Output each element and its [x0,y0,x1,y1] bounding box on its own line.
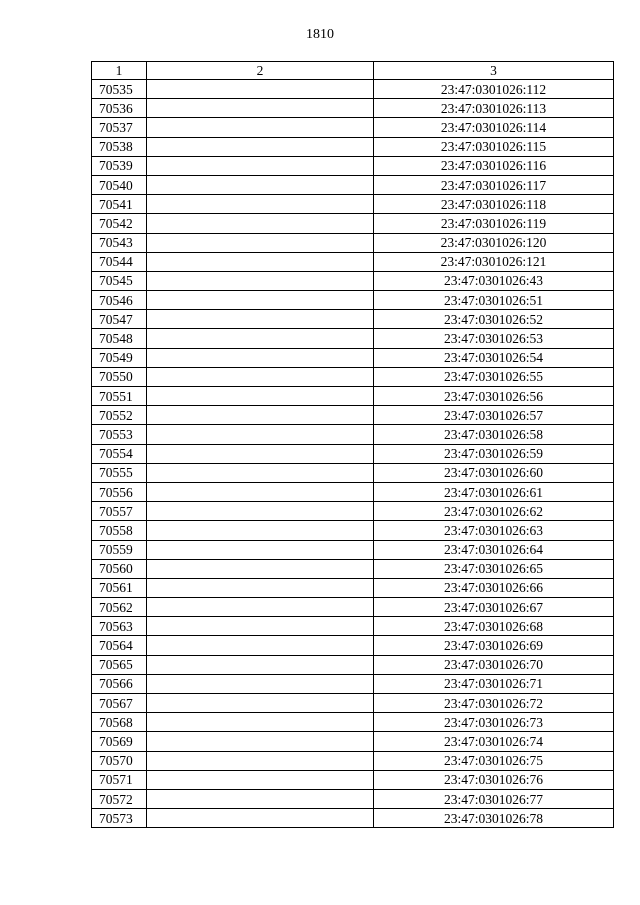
cell-description [147,406,374,425]
cell-cadastral-number: 23:47:0301026:121 [374,252,614,271]
cell-record-number: 70570 [92,751,147,770]
cell-cadastral-number: 23:47:0301026:55 [374,367,614,386]
cell-record-number: 70558 [92,521,147,540]
cell-record-number: 70573 [92,809,147,828]
table-row [92,789,614,808]
cell-record-number: 70548 [92,329,147,348]
table-row [92,329,614,348]
cell-record-number: 70560 [92,559,147,578]
table-row [92,118,614,137]
cell-record-number: 70557 [92,502,147,521]
cell-description [147,502,374,521]
table-row [92,636,614,655]
table-row [92,617,614,636]
cell-record-number: 70555 [92,463,147,482]
table-body [92,80,614,828]
cell-cadastral-number: 23:47:0301026:61 [374,482,614,501]
cell-description [147,271,374,290]
cell-record-number: 70550 [92,367,147,386]
cell-description [147,540,374,559]
cell-record-number: 70562 [92,598,147,617]
table-row [92,694,614,713]
cell-cadastral-number: 23:47:0301026:60 [374,463,614,482]
cell-cadastral-number: 23:47:0301026:71 [374,674,614,693]
cell-description [147,367,374,386]
cell-description [147,732,374,751]
table-row [92,175,614,194]
cell-description [147,233,374,252]
table-row [92,559,614,578]
table-row [92,348,614,367]
cell-description [147,463,374,482]
cell-description [147,521,374,540]
cell-cadastral-number: 23:47:0301026:73 [374,713,614,732]
cell-cadastral-number: 23:47:0301026:52 [374,310,614,329]
cell-description [147,809,374,828]
cell-description [147,694,374,713]
table-row [92,310,614,329]
table-row [92,252,614,271]
cell-description [147,175,374,194]
cell-cadastral-number: 23:47:0301026:69 [374,636,614,655]
table-row [92,809,614,828]
column-header-2: 2 [147,62,374,80]
table-row [92,80,614,99]
table-row [92,751,614,770]
cell-record-number: 70542 [92,214,147,233]
cell-record-number: 70559 [92,540,147,559]
cell-description [147,387,374,406]
column-header-3: 3 [374,62,614,80]
cell-record-number: 70535 [92,80,147,99]
cell-record-number: 70543 [92,233,147,252]
cell-cadastral-number: 23:47:0301026:114 [374,118,614,137]
page-number: 1810 [306,27,334,42]
cell-cadastral-number: 23:47:0301026:53 [374,329,614,348]
table-row [92,521,614,540]
cell-cadastral-number: 23:47:0301026:70 [374,655,614,674]
cell-record-number: 70551 [92,387,147,406]
cell-description [147,156,374,175]
cell-cadastral-number: 23:47:0301026:64 [374,540,614,559]
table-row [92,444,614,463]
cell-cadastral-number: 23:47:0301026:43 [374,271,614,290]
cell-description [147,425,374,444]
table-row [92,578,614,597]
cell-cadastral-number: 23:47:0301026:115 [374,137,614,156]
cell-record-number: 70538 [92,137,147,156]
cell-description [147,751,374,770]
cell-record-number: 70547 [92,310,147,329]
cell-description [147,770,374,789]
cell-record-number: 70546 [92,291,147,310]
cell-record-number: 70552 [92,406,147,425]
cell-cadastral-number: 23:47:0301026:74 [374,732,614,751]
cell-cadastral-number: 23:47:0301026:59 [374,444,614,463]
cell-record-number: 70545 [92,271,147,290]
cell-cadastral-number: 23:47:0301026:54 [374,348,614,367]
cell-description [147,482,374,501]
cell-cadastral-number: 23:47:0301026:66 [374,578,614,597]
cell-record-number: 70537 [92,118,147,137]
cell-record-number: 70556 [92,482,147,501]
cell-description [147,118,374,137]
column-header-1: 1 [92,62,147,80]
cell-cadastral-number: 23:47:0301026:67 [374,598,614,617]
table-row [92,156,614,175]
table-row [92,482,614,501]
table-row [92,406,614,425]
table-row [92,463,614,482]
cell-cadastral-number: 23:47:0301026:57 [374,406,614,425]
cell-description [147,348,374,367]
cell-record-number: 70566 [92,674,147,693]
cell-cadastral-number: 23:47:0301026:118 [374,195,614,214]
cell-record-number: 70565 [92,655,147,674]
cell-description [147,329,374,348]
table-row [92,214,614,233]
cell-cadastral-number: 23:47:0301026:119 [374,214,614,233]
table-row [92,674,614,693]
table-row [92,425,614,444]
cell-cadastral-number: 23:47:0301026:51 [374,291,614,310]
table-row [92,732,614,751]
cell-cadastral-number: 23:47:0301026:117 [374,175,614,194]
cell-cadastral-number: 23:47:0301026:68 [374,617,614,636]
cell-cadastral-number: 23:47:0301026:62 [374,502,614,521]
cell-cadastral-number: 23:47:0301026:113 [374,99,614,118]
cell-description [147,789,374,808]
table-row [92,271,614,290]
cell-description [147,195,374,214]
cell-description [147,291,374,310]
cell-cadastral-number: 23:47:0301026:72 [374,694,614,713]
cell-record-number: 70564 [92,636,147,655]
table-row [92,540,614,559]
cell-cadastral-number: 23:47:0301026:65 [374,559,614,578]
cell-record-number: 70549 [92,348,147,367]
cell-cadastral-number: 23:47:0301026:56 [374,387,614,406]
cell-record-number: 70540 [92,175,147,194]
cell-cadastral-number: 23:47:0301026:78 [374,809,614,828]
table-row [92,387,614,406]
cell-record-number: 70572 [92,789,147,808]
cell-record-number: 70571 [92,770,147,789]
table-row [92,99,614,118]
cell-record-number: 70553 [92,425,147,444]
table-row [92,291,614,310]
cell-description [147,713,374,732]
table-row [92,195,614,214]
table-row [92,233,614,252]
cell-record-number: 70541 [92,195,147,214]
cell-description [147,636,374,655]
cell-record-number: 70568 [92,713,147,732]
cell-cadastral-number: 23:47:0301026:75 [374,751,614,770]
cell-description [147,310,374,329]
cell-record-number: 70567 [92,694,147,713]
table-row [92,137,614,156]
cell-description [147,214,374,233]
cell-cadastral-number: 23:47:0301026:58 [374,425,614,444]
cell-record-number: 70563 [92,617,147,636]
cell-record-number: 70539 [92,156,147,175]
cell-record-number: 70561 [92,578,147,597]
cell-description [147,598,374,617]
table-row [92,367,614,386]
cell-description [147,137,374,156]
cell-record-number: 70569 [92,732,147,751]
registry-table [91,61,614,828]
cell-record-number: 70536 [92,99,147,118]
table-row [92,770,614,789]
cell-cadastral-number: 23:47:0301026:76 [374,770,614,789]
table-row [92,713,614,732]
cell-description [147,674,374,693]
cell-cadastral-number: 23:47:0301026:116 [374,156,614,175]
cell-description [147,655,374,674]
table-header-row [92,62,614,80]
table-row [92,502,614,521]
cell-description [147,559,374,578]
cell-record-number: 70554 [92,444,147,463]
cell-cadastral-number: 23:47:0301026:120 [374,233,614,252]
cell-description [147,252,374,271]
table-row [92,655,614,674]
cell-description [147,617,374,636]
cell-record-number: 70544 [92,252,147,271]
cell-description [147,578,374,597]
cell-cadastral-number: 23:47:0301026:77 [374,789,614,808]
cell-description [147,80,374,99]
cell-description [147,99,374,118]
table-row [92,598,614,617]
cell-cadastral-number: 23:47:0301026:63 [374,521,614,540]
cell-description [147,444,374,463]
cell-cadastral-number: 23:47:0301026:112 [374,80,614,99]
